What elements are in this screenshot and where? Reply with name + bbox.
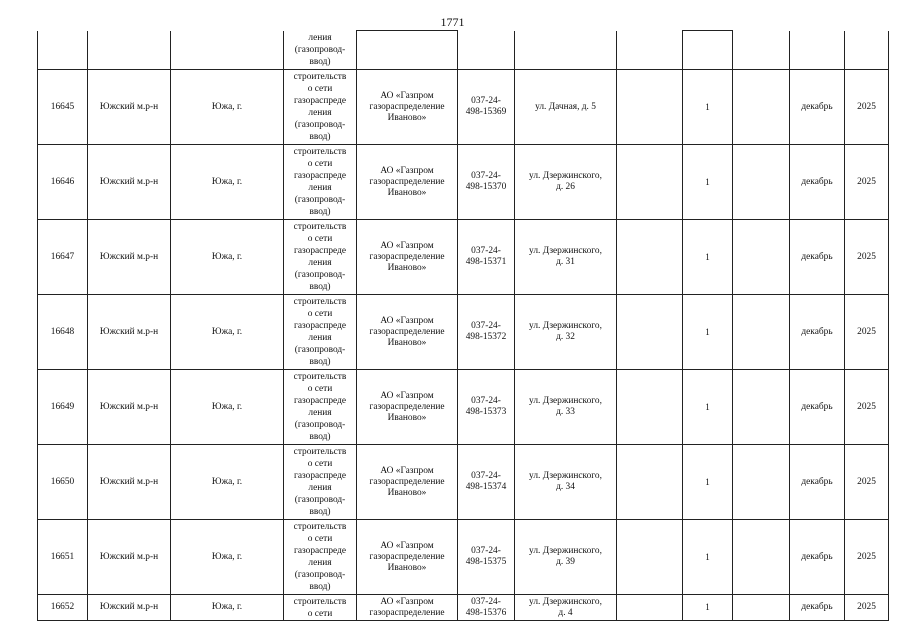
- empty-cell: [733, 370, 790, 445]
- district-cell: Южский м.р-н: [88, 595, 171, 621]
- empty-cell: [733, 295, 790, 370]
- city-cell: Южа, г.: [171, 295, 284, 370]
- month-cell: декабрь: [790, 595, 845, 621]
- month-cell: декабрь: [790, 220, 845, 295]
- empty-cell: [617, 295, 683, 370]
- work-type-cell: строительств о сети газораспреде ления (газопровод- ввод): [284, 295, 357, 370]
- table-row: [38, 595, 889, 621]
- work-type-cell: строительств о сети: [284, 595, 357, 621]
- table-row: [38, 295, 889, 370]
- count-cell: 1: [683, 70, 733, 145]
- empty-cell: [733, 520, 790, 595]
- empty-cell: [733, 595, 790, 621]
- month-cell: декабрь: [790, 145, 845, 220]
- table-row: [38, 145, 889, 220]
- city-cell: Южа, г.: [171, 145, 284, 220]
- count-cell: 1: [683, 595, 733, 621]
- year-cell: 2025: [845, 370, 889, 445]
- district-cell: Южский м.р-н: [88, 370, 171, 445]
- code-cell: 037-24- 498-15372: [458, 295, 515, 370]
- empty-cell: [733, 70, 790, 145]
- count-cell: 1: [683, 145, 733, 220]
- city-cell: Южа, г.: [171, 445, 284, 520]
- work-type-cell: строительств о сети газораспреде ления (газопровод- ввод): [284, 445, 357, 520]
- work-type-cell: строительств о сети газораспреде ления (газопровод- ввод): [284, 70, 357, 145]
- work-type-cell: ления (газопровод- ввод): [284, 31, 357, 70]
- row-number-cell: 16651: [38, 520, 88, 595]
- code-cell: 037-24- 498-15369: [458, 70, 515, 145]
- empty-cell: [617, 370, 683, 445]
- row-number-cell: 16647: [38, 220, 88, 295]
- district-cell: Южский м.р-н: [88, 70, 171, 145]
- district-cell: Южский м.р-н: [88, 520, 171, 595]
- count-cell: 1: [683, 445, 733, 520]
- registry-table: [37, 30, 889, 621]
- row-number-cell: 16646: [38, 145, 88, 220]
- month-cell: декабрь: [790, 370, 845, 445]
- city-cell: Южа, г.: [171, 370, 284, 445]
- code-cell: 037-24- 498-15371: [458, 220, 515, 295]
- empty-cell: [733, 220, 790, 295]
- empty-cell: [617, 70, 683, 145]
- code-cell: 037-24- 498-15373: [458, 370, 515, 445]
- address-cell: ул. Дзержинского, д. 39: [515, 520, 617, 595]
- year-cell: 2025: [845, 145, 889, 220]
- address-cell: ул. Дзержинского, д. 33: [515, 370, 617, 445]
- table-row: [38, 370, 889, 445]
- row-number-cell: 16650: [38, 445, 88, 520]
- city-cell: Южа, г.: [171, 70, 284, 145]
- code-cell: 037-24- 498-15376: [458, 595, 515, 621]
- month-cell: декабрь: [790, 520, 845, 595]
- empty-cell: [733, 445, 790, 520]
- district-cell: Южский м.р-н: [88, 445, 171, 520]
- district-cell: Южский м.р-н: [88, 145, 171, 220]
- count-cell: 1: [683, 295, 733, 370]
- work-type-cell: строительств о сети газораспреде ления (газопровод- ввод): [284, 370, 357, 445]
- row-number-cell: 16645: [38, 70, 88, 145]
- district-cell: Южский м.р-н: [88, 220, 171, 295]
- row-number-cell: 16649: [38, 370, 88, 445]
- empty-cell: [617, 520, 683, 595]
- address-cell: ул. Дачная, д. 5: [515, 70, 617, 145]
- empty-cell: [617, 595, 683, 621]
- year-cell: 2025: [845, 595, 889, 621]
- city-cell: Южа, г.: [171, 220, 284, 295]
- city-cell: Южа, г.: [171, 520, 284, 595]
- organization-cell: АО «Газпром газораспределение Иваново»: [357, 220, 458, 295]
- count-cell: 1: [683, 220, 733, 295]
- organization-cell: АО «Газпром газораспределение Иваново»: [357, 370, 458, 445]
- empty-cell: [617, 145, 683, 220]
- code-cell: 037-24- 498-15374: [458, 445, 515, 520]
- empty-cell: [617, 220, 683, 295]
- address-cell: ул. Дзержинского, д. 31: [515, 220, 617, 295]
- year-cell: 2025: [845, 295, 889, 370]
- organization-cell: АО «Газпром газораспределение Иваново»: [357, 295, 458, 370]
- address-cell: ул. Дзержинского, д. 32: [515, 295, 617, 370]
- work-type-cell: строительств о сети газораспреде ления (газопровод- ввод): [284, 520, 357, 595]
- organization-cell: АО «Газпром газораспределение: [357, 595, 458, 621]
- continued-row: [38, 31, 889, 70]
- address-cell: ул. Дзержинского, д. 26: [515, 145, 617, 220]
- address-cell: ул. Дзержинского, д. 4: [515, 595, 617, 621]
- address-cell: ул. Дзержинского, д. 34: [515, 445, 617, 520]
- city-cell: Южа, г.: [171, 595, 284, 621]
- empty-cell: [617, 445, 683, 520]
- code-cell: 037-24- 498-15375: [458, 520, 515, 595]
- table-row: [38, 520, 889, 595]
- table-row: [38, 445, 889, 520]
- work-type-cell: строительств о сети газораспреде ления (газопровод- ввод): [284, 220, 357, 295]
- year-cell: 2025: [845, 220, 889, 295]
- organization-cell: АО «Газпром газораспределение Иваново»: [357, 520, 458, 595]
- year-cell: 2025: [845, 520, 889, 595]
- month-cell: декабрь: [790, 445, 845, 520]
- work-type-cell: строительств о сети газораспреде ления (газопровод- ввод): [284, 145, 357, 220]
- empty-cell: [733, 145, 790, 220]
- count-cell: 1: [683, 370, 733, 445]
- year-cell: 2025: [845, 445, 889, 520]
- table-row: [38, 70, 889, 145]
- code-cell: 037-24- 498-15370: [458, 145, 515, 220]
- organization-cell: АО «Газпром газораспределение Иваново»: [357, 445, 458, 520]
- year-cell: 2025: [845, 70, 889, 145]
- month-cell: декабрь: [790, 295, 845, 370]
- district-cell: Южский м.р-н: [88, 295, 171, 370]
- organization-cell: АО «Газпром газораспределение Иваново»: [357, 145, 458, 220]
- row-number-cell: 16648: [38, 295, 88, 370]
- organization-cell: АО «Газпром газораспределение Иваново»: [357, 70, 458, 145]
- page-number: 1771: [440, 15, 465, 29]
- row-number-cell: 16652: [38, 595, 88, 621]
- count-cell: 1: [683, 520, 733, 595]
- month-cell: декабрь: [790, 70, 845, 145]
- table-row: [38, 220, 889, 295]
